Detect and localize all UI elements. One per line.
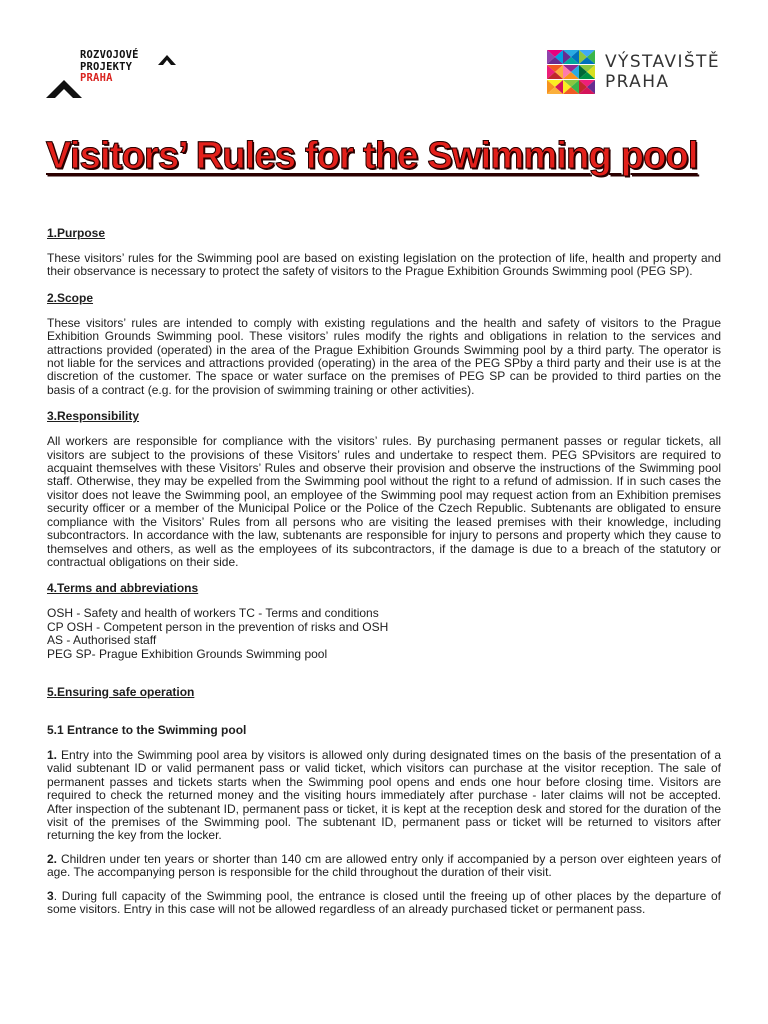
logo-name [605,52,720,92]
section-heading-safe-operation: 5.Ensuring safe operation [47,684,195,699]
page-title: Visitors’ Rules for the Swimming pool [46,135,698,177]
section-text-responsibility: All workers are responsible for compliance with the visitors’ rules. By purchasing permanent passes or regular tickets, all visitors are subject to the provisions of these Visitors’ rules and undertake to respect them. PEG SPvisitors are required to acquaint themselves with these Visitors’ Rules and observe their provision and observe the instructions of the Swimming pool staff. Otherwise, they may be expelled from the Swimming pool without the right to a refund of admission. If in such cases the visitor does not leave the Swimming pool, an employee of the Swimming pool may request action from an Exhibition premises security officer or a member of the Municipal Police or the Police of the Czech Republic. Subtenants are obligated to ensure compliance with the Visitors’ Rules from all persons who are visiting the leased premises with their knowledge, including subcontractors. In accordance with the law, subtenants are responsible for injury to persons and property which they cause to themselves and others, as well as the employees of its subcontractors, if the damage is due to a breach of the statutory or contractual obligations on their side. [47,434,721,569]
subsection-heading-entrance: 5.1 Entrance to the Swimming pool [47,722,247,737]
rule-number: 1. [47,747,58,762]
section-heading-purpose: 1.Purpose [47,226,106,240]
term-item: PEG SP- Prague Exhibition Grounds Swimming pool [47,646,328,661]
logo-line-2: PROJEKTY [80,60,133,73]
rule-text: Entry into the Swimming pool area by visitors is allowed only during designated times on the basis of the presentation of a valid subtenant ID or valid permanent pass or valid ticket, which visitors can purchase at the visitor reception. The sale of permanent passes and tickets starts when the Swimming pool opens and ends one hour before closing time. Visitors are required to check the returned money and the visiting hours immediately after purchase - later claims will not be accepted. After inspection of the subtenant ID, permanent pass or ticket, it is kept at the reception desk and stored for the duration of the visit of the premises of the Swimming pool. The subtenant ID, permanent pass or ticket will be returned to visitors after returning the key from the locker. [47,747,721,843]
logo-line-3: PRAHA [80,72,113,84]
chevron-up-small-icon [158,55,176,65]
rule-text: Children under ten years or shorter than 140 cm are allowed entry only if accompanied by a person over eighteen years of age. The accompanying person is responsible for the child throughout the duration of their visit. [47,851,721,880]
section-heading-responsibility: 3.Responsibility [47,409,140,424]
rule-text: . During full capacity of the Swimming pool, the entrance is closed until the freeing up of other places by the departure of some visitors. Entry in this case will not be allowed regardless of an already purchased ticket or permanent pass. [47,888,721,916]
logo-name-line-1: VÝSTAVIŠTĚ [605,52,720,72]
colorful-tile-grid-icon [547,50,595,94]
term-item: CP OSH - Competent person in the prevention of risks and OSH [47,619,389,634]
rule-number: 2. [47,851,58,866]
rule-paragraph-3 [47,890,721,917]
rules-content [47,226,721,916]
section-text-scope: These visitors’ rules are intended to comply with existing regulations and the health and safety of visitors to the Prague Exhibition Grounds Swimming pool. These visitors’ rules modify the rights and obligations in relation to the services and attractions provided (operated) in the area of the Prague Exhibition Grounds Swimming pool by a third party. The operator is not liable for the services and attractions provided (operating) in the area of the PEG SPby a third party and their use is at the discretion of the customer. The space or water surface on the premises of PEG SP can be provided to third parties on the basis of a contract (e.g. for the provision of swimming training or other activities). [47,315,721,397]
section-heading-terms: 4.Terms and abbreviations [47,581,199,596]
vystaviste-praha-logo [547,50,737,96]
chevron-up-icon [46,80,82,98]
rozvojove-projekty-logo [46,50,186,102]
logo-name-line-2: PRAHA [605,72,670,92]
terms-list [47,607,721,661]
rule-paragraph-2 [47,853,721,880]
term-item: AS - Authorised staff [47,633,157,648]
rule-paragraph-1 [47,749,721,843]
logo-line-1: ROZVOJOVÉ [80,49,139,61]
logo-text [80,50,139,85]
section-text-purpose: These visitors’ rules for the Swimming pool are based on existing legislation on the protection of life, health and property and their observance is necessary to protect the safety of visitors to the Prague Exhibition Grounds Swimming pool (PEG SP). [47,251,721,279]
term-item: OSH - Safety and health of workers TC - Terms and conditions [47,606,379,621]
rule-number: 3 [47,888,54,903]
section-heading-scope: 2.Scope [47,290,94,305]
